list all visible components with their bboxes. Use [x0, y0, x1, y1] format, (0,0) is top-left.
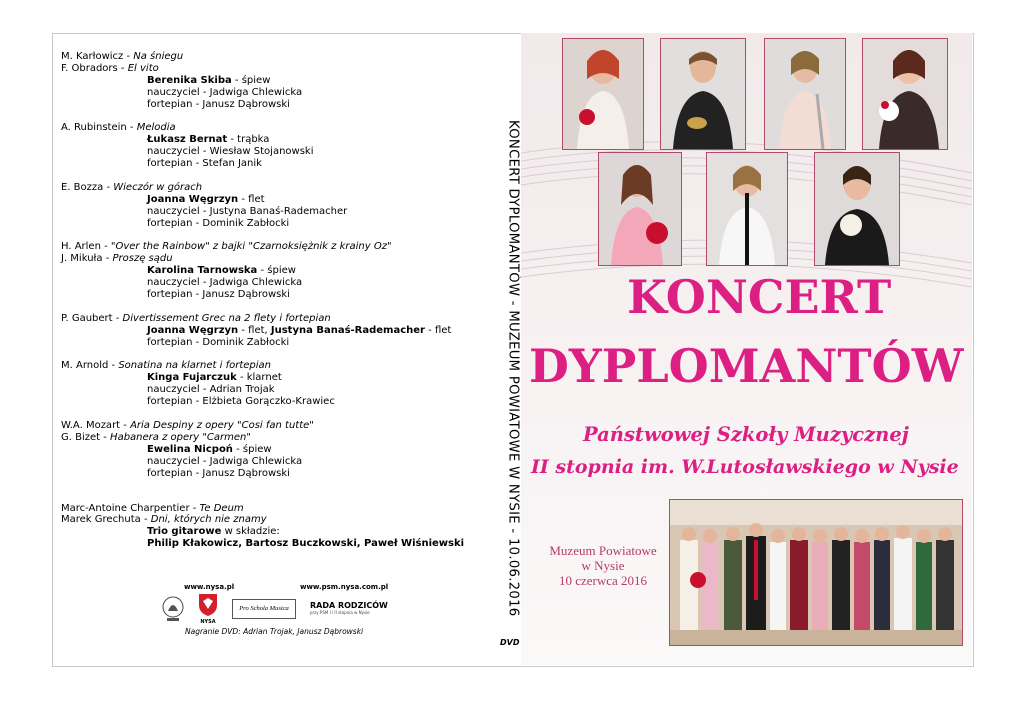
- staff-credit: nauczyciel - Jadwiga Chlewicka: [147, 455, 303, 467]
- composer: H. Arlen: [61, 241, 101, 253]
- subtitle-line-1: Państwowej Szkoły Muzycznej: [583, 423, 909, 446]
- piece-title: El vito: [127, 62, 159, 74]
- performer-line: Karolina Tarnowska - śpiew: [147, 265, 296, 277]
- piece-line: A. Rubinstein - Melodia: [61, 122, 176, 134]
- performer-line: [61, 146, 491, 158]
- piece-line: W.A. Mozart - Aria Despiny z opery "Cosi fan tutte": [61, 420, 314, 431]
- nysa-logo-label: NYSA: [200, 619, 216, 625]
- staff-credit: fortepian - Stefan Janik: [147, 158, 262, 170]
- performer-line: [61, 337, 491, 349]
- performer-line: [61, 456, 491, 468]
- performer-line: [61, 384, 491, 396]
- piece-title: Aria Despiny z opery "Cosi fan tutte": [130, 420, 314, 431]
- piece-title: Sonatina na klarnet i fortepian: [118, 360, 272, 372]
- composer: Marek Grechuta: [61, 514, 141, 526]
- ensemble-members: Philip Kłakowicz, Bartosz Buczkowski, Paweł Wiśniewski: [147, 538, 465, 550]
- venue-line-3: 10 czerwca 2016: [558, 573, 648, 588]
- performer-name: Trio gitarowe: [147, 526, 222, 538]
- performer-name: Berenika Skiba: [147, 74, 232, 86]
- spine-text: KONCERT DYPLOMANTÓW - MUZEUM POWIATOWE W NYSIE - 10.06.2016: [505, 120, 521, 617]
- program-entry: [61, 122, 491, 170]
- photo-berenika-skiba: [562, 38, 644, 150]
- nysa-coat-of-arms-icon: [198, 593, 218, 625]
- performer-line: [61, 218, 491, 230]
- composer: M. Arnold: [61, 360, 109, 372]
- performer-name: Łukasz Bernat: [147, 134, 228, 146]
- program-list: [61, 51, 491, 562]
- performer-line: [61, 277, 491, 289]
- performer-line: Berenika Skiba - śpiew: [147, 74, 271, 86]
- performer-line: Kinga Fujarczuk - klarnet: [147, 372, 282, 384]
- staff-credit: fortepian - Dominik Zabłocki: [147, 336, 290, 348]
- performer-name: Karolina Tarnowska: [147, 265, 258, 277]
- piece-line: M. Karłowicz - Na śniegu: [61, 51, 184, 62]
- photo-performer-flowers: [814, 152, 900, 266]
- piece-title: Te Deum: [199, 502, 244, 514]
- piece-line: Marc-Antoine Charpentier - Te Deum: [61, 502, 244, 514]
- piece-line: G. Bizet - Habanera z opery "Carmen": [61, 431, 251, 443]
- piece-line: E. Bozza - Wieczór w górach: [61, 181, 203, 193]
- composer: A. Rubinstein: [61, 122, 127, 134]
- performer-line: [61, 206, 491, 218]
- piece-line: J. Mikuła - Proszę sądu: [61, 253, 173, 265]
- piece-title: Dni, których nie znamy: [150, 514, 267, 526]
- performer-name: Ewelina Nicpoń: [147, 443, 233, 455]
- venue-line-2: w Nysie: [581, 558, 625, 573]
- composer: W.A. Mozart: [61, 420, 121, 431]
- piece-title: Proszę sądu: [112, 253, 173, 265]
- photo-kinga-fujarczuk: [706, 152, 788, 266]
- staff-credit: nauczyciel - Justyna Banaś-Rademacher: [147, 205, 348, 217]
- performer-name: Kinga Fujarczuk: [147, 372, 237, 384]
- piece-title: Wieczór w górach: [113, 181, 203, 193]
- piece-title: Divertissement Grec na 2 flety i fortepian: [122, 312, 331, 324]
- staff-credit: nauczyciel - Adrian Trojak: [147, 384, 275, 396]
- piece-line: M. Arnold - Sonatina na klarnet i fortepian: [61, 360, 272, 372]
- staff-credit: fortepian - Janusz Dąbrowski: [147, 467, 290, 479]
- composer: Marc-Antoine Charpentier: [61, 502, 190, 514]
- program-entry: [61, 313, 491, 349]
- performer-role: klarnet: [246, 372, 282, 384]
- performer-role: flet: [248, 193, 265, 205]
- piece-title: Melodia: [136, 122, 176, 134]
- program-entry: [61, 51, 491, 111]
- staff-credit: fortepian - Elżbieta Gorączko-Krawiec: [147, 396, 335, 408]
- dvd-logo: DVD: [500, 638, 520, 647]
- program-entry: [61, 503, 491, 551]
- front-cover: [521, 33, 972, 665]
- rada-rodzicow-logo: [310, 601, 388, 615]
- composer: F. Obradors: [61, 62, 118, 74]
- composer: M. Karłowicz: [61, 51, 124, 62]
- spine: [504, 120, 522, 617]
- staff-credit: fortepian - Dominik Zabłocki: [147, 217, 290, 229]
- performer-name: Justyna Banaś-Rademacher: [270, 324, 425, 336]
- url-psm[interactable]: www.psm.nysa.com.pl: [300, 583, 389, 591]
- performer-line: [61, 396, 491, 408]
- piece-title: "Over the Rainbow" z bajki "Czarnoksiężnik z krainy Oz": [110, 241, 392, 253]
- title-line-2: DYPLOMANTÓW: [529, 339, 964, 393]
- performer-line: Joanna Węgrzyn - flet, Justyna Banaś-Rademacher - flet: [147, 324, 452, 336]
- program-entry: [61, 182, 491, 230]
- rada-logo-sub: przy PSM I i II stopnia w Nysie: [310, 610, 370, 615]
- performer-line: [61, 289, 491, 301]
- performer-line: Ewelina Nicpoń - śpiew: [147, 443, 272, 455]
- performer-line: [61, 99, 491, 111]
- composer: G. Bizet: [61, 431, 101, 443]
- piece-title: Habanera z opery "Carmen": [110, 431, 251, 443]
- rada-logo-title: RADA RODZICÓW: [310, 601, 388, 610]
- performer-line: [61, 87, 491, 99]
- staff-credit: fortepian - Janusz Dąbrowski: [147, 98, 290, 110]
- program-entry: [61, 241, 491, 301]
- piece-line: F. Obradors - El vito: [61, 62, 159, 74]
- performer-role: flet,: [248, 324, 268, 336]
- venue-line-1: Muzeum Powiatowe: [549, 543, 657, 558]
- composer: E. Bozza: [61, 181, 104, 193]
- performer-line: Joanna Węgrzyn - flet: [147, 193, 265, 205]
- performer-name: Joanna Węgrzyn: [147, 193, 239, 205]
- school-emblem-icon: [162, 596, 184, 626]
- performer-line: Łukasz Bernat - trąbka: [147, 134, 270, 146]
- photo-lukasz-bernat: [660, 38, 746, 150]
- photo-karolina-tarnowska: [862, 38, 948, 150]
- composer: J. Mikuła: [61, 253, 103, 265]
- piece-line: P. Gaubert - Divertissement Grec na 2 flety i fortepian: [61, 312, 331, 324]
- staff-credit: fortepian - Janusz Dąbrowski: [147, 289, 290, 301]
- title-line-1: KONCERT: [627, 270, 892, 324]
- pro-schola-musica-logo: Pro Schola Musica: [232, 599, 296, 619]
- staff-credit: nauczyciel - Jadwiga Chlewicka: [147, 86, 303, 98]
- composer: P. Gaubert: [61, 312, 113, 324]
- performer-name: Joanna Węgrzyn: [147, 324, 239, 336]
- staff-credit: nauczyciel - Jadwiga Chlewicka: [147, 277, 303, 289]
- performer-role: śpiew: [241, 74, 271, 86]
- performer-line: [61, 468, 491, 480]
- performer-role: w składzie:: [224, 526, 280, 538]
- piece-line: H. Arlen - "Over the Rainbow" z bajki "Czarnoksiężnik z krainy Oz": [61, 241, 392, 253]
- staff-credit: nauczyciel - Wiesław Stojanowski: [147, 146, 314, 158]
- performer-line: [61, 526, 491, 538]
- photo-ewelina-nicpon: [598, 152, 682, 266]
- performer-line: [61, 538, 491, 550]
- piece-title: Na śniegu: [133, 51, 184, 62]
- recording-credits: Nagranie DVD: Adrian Trojak, Janusz Dąbrowski: [185, 627, 364, 636]
- program-entry: [61, 420, 491, 480]
- performer-role: flet: [434, 324, 452, 336]
- url-nysa[interactable]: www.nysa.pl: [184, 583, 235, 591]
- venue-info: [543, 543, 663, 588]
- subtitle-line-2: II stopnia im. W.Lutosławskiego w Nysie: [531, 456, 959, 478]
- performer-role: śpiew: [267, 265, 296, 277]
- program-entry: [61, 360, 491, 408]
- photo-joanna-wegrzyn: [764, 38, 846, 150]
- piece-line: Marek Grechuta - Dni, których nie znamy: [61, 514, 267, 526]
- performer-role: śpiew: [242, 443, 272, 455]
- performer-line: [61, 158, 491, 170]
- group-photo: [669, 499, 963, 646]
- performer-role: trąbka: [237, 134, 270, 146]
